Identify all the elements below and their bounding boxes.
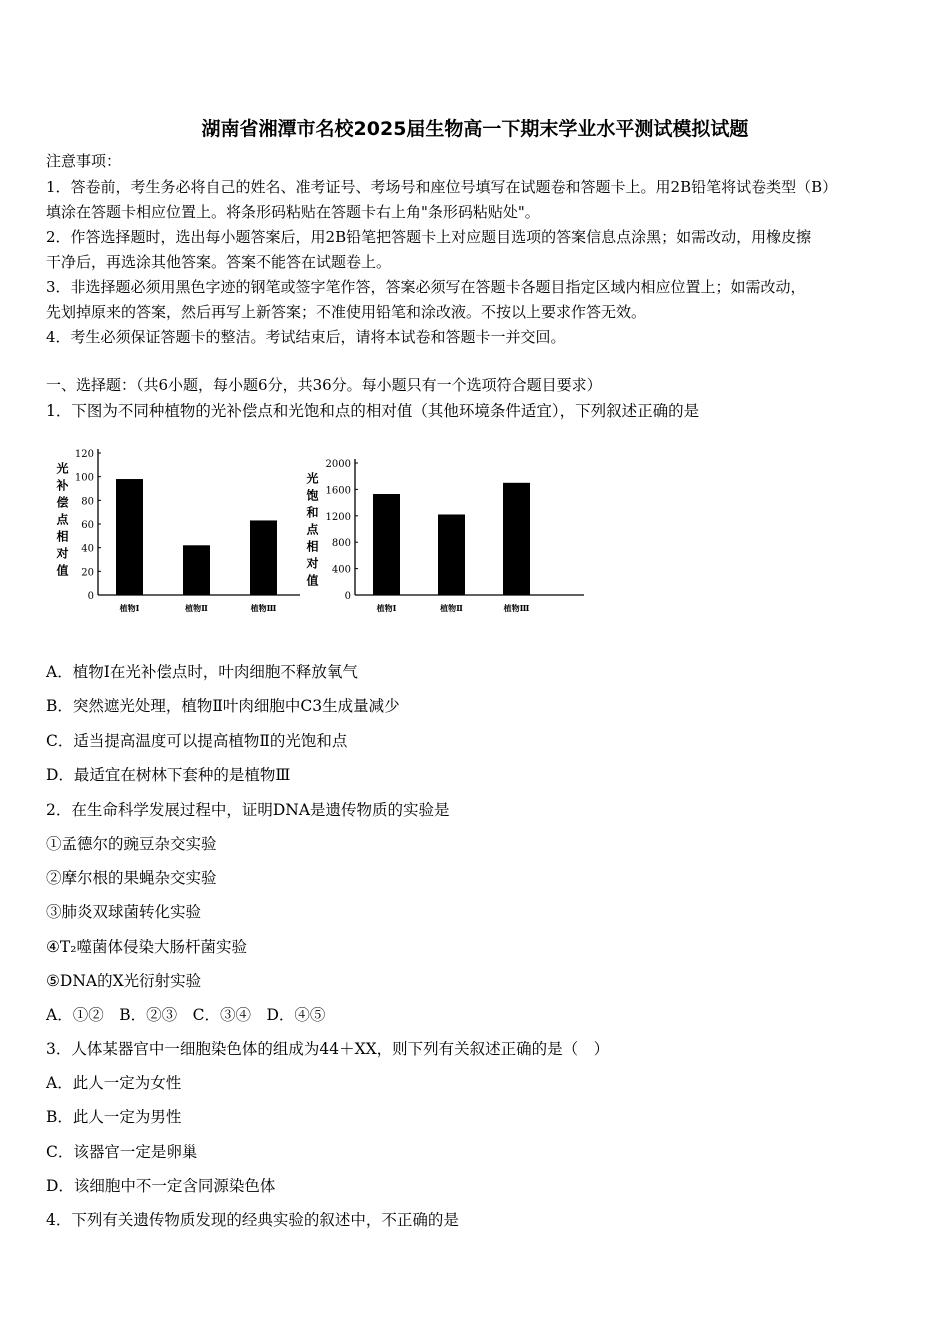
x-tick-label: 植物Ⅱ [440, 603, 463, 613]
question-1-stem: 1．下图为不同种植物的光补偿点和光饱和点的相对值（其他环境条件适宜），下列叙述正确的是 [46, 402, 700, 420]
chart-light-saturation [305, 459, 584, 613]
bar [250, 520, 277, 595]
bar [373, 494, 400, 595]
notice-heading: 注意事项： [46, 152, 122, 170]
notice-line: 干净后，再选涂其他答案。答案不能答在试题卷上。 [46, 253, 392, 271]
y-tick-label: 400 [331, 564, 351, 576]
y-tick-label: 80 [81, 496, 94, 508]
figure-charts [40, 440, 600, 620]
x-tick-label: 植物Ⅲ [503, 603, 530, 613]
bar [183, 545, 210, 595]
q3-option-a: A．此人一定为女性 [46, 1074, 182, 1092]
q1-option-b: B．突然遮光处理，植物Ⅱ叶肉细胞中C3生成量减少 [46, 697, 400, 715]
y-tick-label: 2000 [325, 459, 351, 470]
y-tick-label: 60 [81, 520, 94, 531]
y-tick-label: 0 [87, 591, 94, 602]
page-title: 湖南省湘潭市名校2025届生物高一下期末学业水平测试模拟试题 [201, 118, 749, 140]
notice-line: 2．作答选择题时，选出每小题答案后，用2B铅笔把答题卡上对应题目选项的答案信息点涂黑；如需改动，用橡皮擦 [46, 228, 812, 246]
question-2-stem: 2．在生命科学发展过程中，证明DNA是遗传物质的实验是 [46, 801, 450, 819]
bar [503, 483, 530, 595]
q2-item: ④T₂噬菌体侵染大肠杆菌实验 [46, 938, 247, 956]
y-tick-label: 40 [81, 543, 94, 555]
y-tick-label: 1600 [325, 485, 351, 497]
notice-line: 1．答卷前，考生务必将自己的姓名、准考证号、考场号和座位号填写在试题卷和答题卡上。用2B铅笔将试卷类型（B） [46, 178, 838, 196]
q2-item: ②摩尔根的果蝇杂交实验 [46, 869, 217, 887]
q1-option-c: C．适当提高温度可以提高植物Ⅱ的光饱和点 [46, 732, 348, 750]
y-tick-label: 0 [344, 591, 351, 602]
x-tick-label: 植物Ⅰ [376, 603, 397, 613]
q1-option-d: D．最适宜在树林下套种的是植物Ⅲ [46, 766, 291, 784]
notice-line: 先划掉原来的答案，然后再写上新答案；不准使用铅笔和涂改液。不按以上要求作答无效。 [46, 303, 647, 321]
x-tick-label: 植物Ⅰ [119, 603, 140, 613]
notice-line: 填涂在答题卡相应位置上。将条形码粘贴在答题卡右上角"条形码粘贴处"。 [46, 203, 540, 221]
q1-option-a: A．植物Ⅰ在光补偿点时，叶肉细胞不释放氧气 [46, 663, 358, 681]
y-tick-label: 800 [331, 538, 351, 550]
bar [116, 479, 143, 595]
notice-line: 4．考生必须保证答题卡的整洁。考试结束后，请将本试卷和答题卡一并交回。 [46, 328, 566, 346]
q3-option-c: C．该器官一定是卵巢 [46, 1143, 198, 1161]
q3-option-d: D．该细胞中不一定含同源染色体 [46, 1177, 276, 1195]
q2-item: ①孟德尔的豌豆杂交实验 [46, 835, 217, 853]
x-tick-label: 植物Ⅲ [250, 603, 277, 613]
bar [438, 514, 465, 595]
y-tick-label: 120 [74, 449, 94, 460]
y-axis-label: 光饱和点相对值 [305, 472, 319, 591]
y-axis-label: 光补偿点相对值 [55, 462, 69, 581]
notice-line: 3．非选择题必须用黑色字迹的钢笔或签字笔作答，答案必须写在答题卡各题目指定区域内相应位置上；如需改动， [46, 278, 806, 296]
section-heading: 一、选择题：（共6小题，每小题6分，共36分。每小题只有一个选项符合题目要求） [46, 376, 602, 394]
y-tick-label: 20 [81, 567, 94, 579]
q2-options: A．①② B．②③ C．③④ D．④⑤ [46, 1006, 326, 1024]
q2-item: ⑤DNA的X光衍射实验 [46, 972, 202, 990]
y-tick-label: 1200 [325, 511, 351, 523]
y-tick-label: 100 [74, 472, 94, 484]
chart-light-compensation [55, 449, 300, 613]
question-3-stem: 3．人体某器官中一细胞染色体的组成为44＋XX，则下列有关叙述正确的是（ ） [46, 1040, 610, 1058]
q3-option-b: B．此人一定为男性 [46, 1108, 182, 1126]
q2-item: ③肺炎双球菌转化实验 [46, 903, 202, 921]
x-tick-label: 植物Ⅱ [185, 603, 208, 613]
question-4-stem: 4．下列有关遗传物质发现的经典实验的叙述中，不正确的是 [46, 1211, 459, 1229]
